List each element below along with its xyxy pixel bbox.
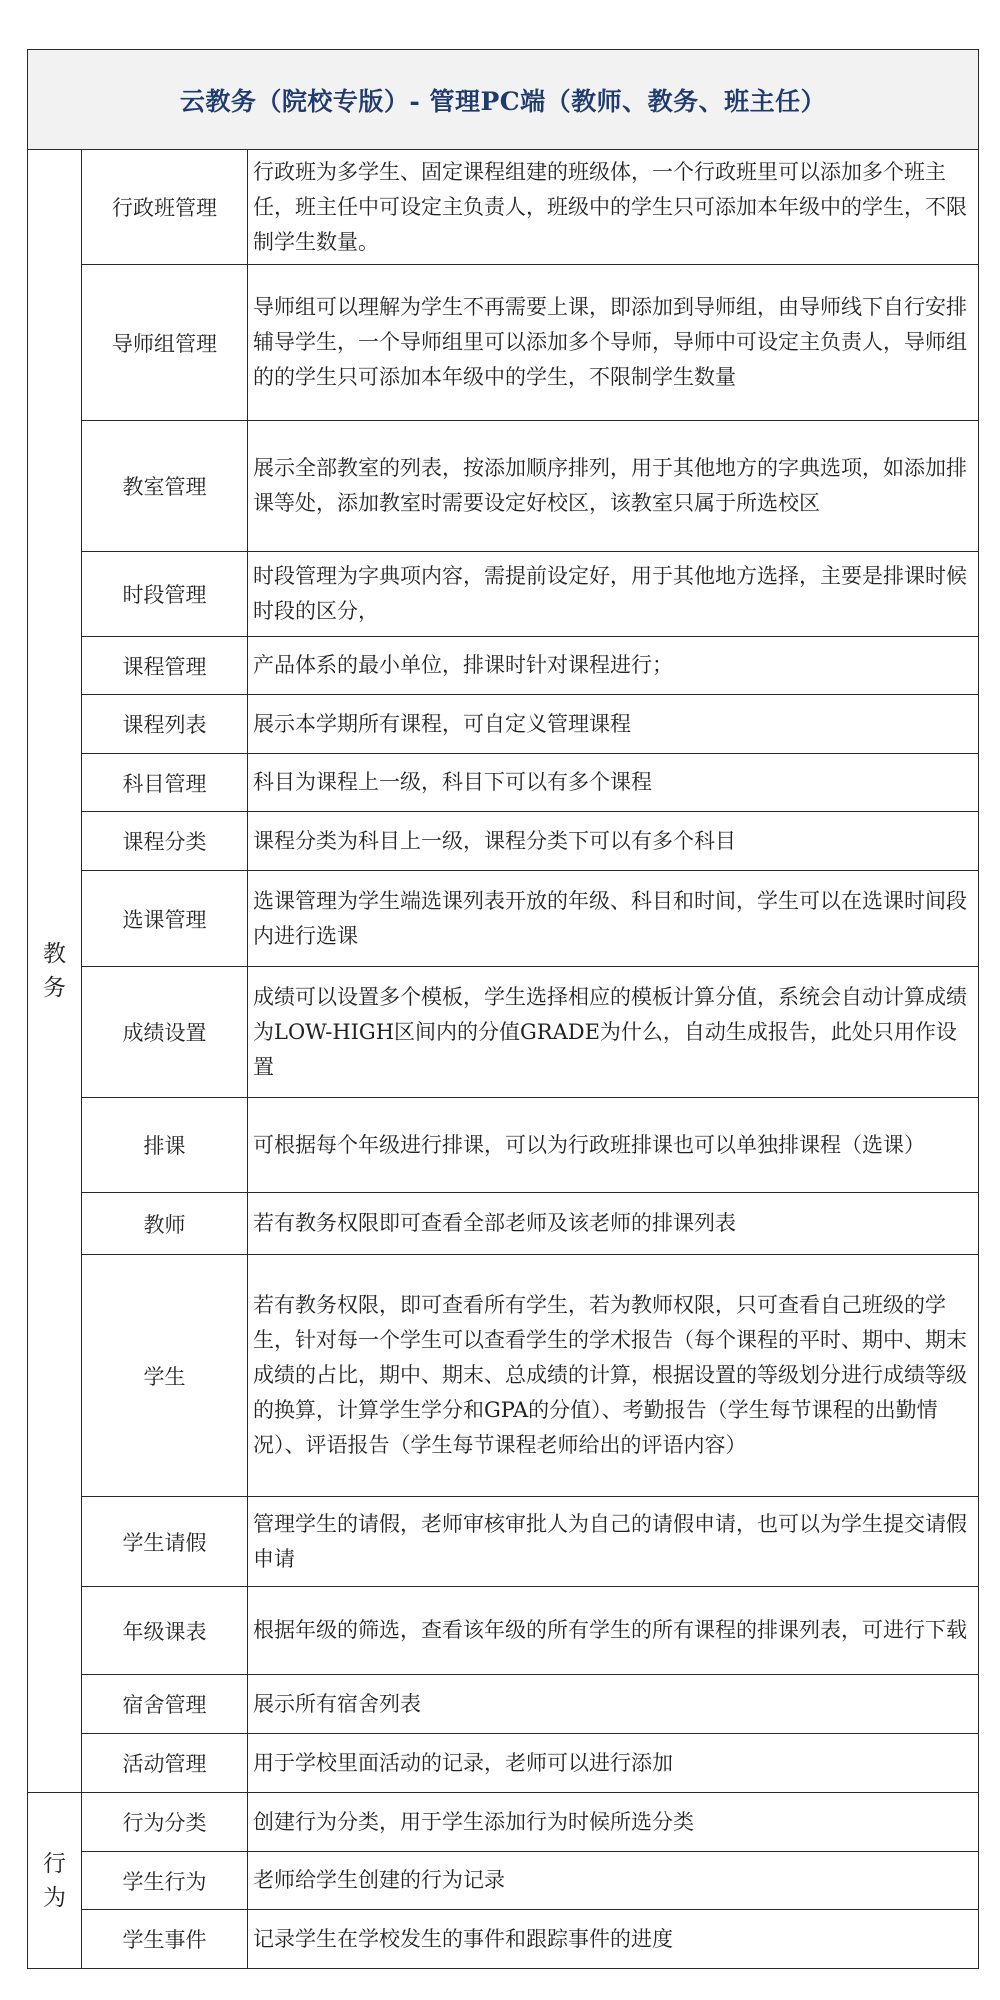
feature-name: 行政班管理 (82, 150, 248, 265)
table-row (28, 1255, 979, 1497)
feature-description: 产品体系的最小单位，排课时针对课程进行； (248, 637, 979, 695)
category-label: 行为 (43, 1850, 66, 1911)
table-row (28, 1734, 979, 1793)
feature-name: 选课管理 (82, 871, 248, 967)
feature-description: 展示全部教室的列表，按添加顺序排列，用于其他地方的字典选项，如添加排课等处，添加教室时需要设定好校区，该教室只属于所选校区 (248, 421, 979, 552)
feature-name: 排课 (82, 1098, 248, 1193)
feature-name: 活动管理 (82, 1734, 248, 1793)
table-row (28, 967, 979, 1098)
feature-name: 课程管理 (82, 637, 248, 695)
feature-name: 教师 (82, 1193, 248, 1255)
feature-name: 宿舍管理 (82, 1675, 248, 1734)
feature-description: 记录学生在学校发生的事件和跟踪事件的进度 (248, 1910, 979, 1969)
feature-name: 科目管理 (82, 754, 248, 812)
feature-name: 学生行为 (82, 1852, 248, 1910)
feature-name: 教室管理 (82, 421, 248, 552)
table-row (28, 265, 979, 421)
table-row (28, 812, 979, 871)
category-label: 教务 (43, 941, 66, 1001)
feature-description: 根据年级的筛选，查看该年级的所有学生的所有课程的排课列表，可进行下载 (248, 1587, 979, 1675)
feature-description: 科目为课程上一级，科目下可以有多个课程 (248, 754, 979, 812)
feature-name: 学生请假 (82, 1497, 248, 1587)
document-title: 云教务（院校专版）- 管理PC端（教师、教务、班主任） (28, 50, 979, 150)
table-row (28, 1910, 979, 1969)
table-row (28, 1587, 979, 1675)
category-cell (28, 1793, 82, 1969)
feature-name: 课程分类 (82, 812, 248, 871)
table-row (28, 754, 979, 812)
feature-description: 可根据每个年级进行排课，可以为行政班排课也可以单独排课程（选课） (248, 1098, 979, 1193)
table-row (28, 1793, 979, 1852)
table-row (28, 150, 979, 265)
table-row (28, 1193, 979, 1255)
feature-name: 课程列表 (82, 695, 248, 754)
feature-description: 课程分类为科目上一级，课程分类下可以有多个科目 (248, 812, 979, 871)
table-row (28, 1497, 979, 1587)
table-row (28, 421, 979, 552)
feature-description: 若有教务权限即可查看全部老师及该老师的排课列表 (248, 1193, 979, 1255)
feature-name: 学生 (82, 1255, 248, 1497)
feature-description: 老师给学生创建的行为记录 (248, 1852, 979, 1910)
feature-description: 展示所有宿舍列表 (248, 1675, 979, 1734)
feature-name: 学生事件 (82, 1910, 248, 1969)
table-row (28, 1098, 979, 1193)
feature-name: 时段管理 (82, 552, 248, 637)
category-cell (28, 150, 82, 1793)
feature-description: 用于学校里面活动的记录，老师可以进行添加 (248, 1734, 979, 1793)
feature-description: 成绩可以设置多个模板，学生选择相应的模板计算分值，系统会自动计算成绩为LOW-HIGH区间内的分值GRADE为什么，自动生成报告，此处只用作设置 (248, 967, 979, 1098)
title-row (28, 50, 979, 150)
feature-description: 行政班为多学生、固定课程组建的班级体，一个行政班里可以添加多个班主任，班主任中可设定主负责人，班级中的学生只可添加本年级中的学生，不限制学生数量。 (248, 150, 979, 265)
table-row (28, 552, 979, 637)
feature-description: 选课管理为学生端选课列表开放的年级、科目和时间，学生可以在选课时间段内进行选课 (248, 871, 979, 967)
table-row (28, 695, 979, 754)
table-row (28, 871, 979, 967)
feature-name: 年级课表 (82, 1587, 248, 1675)
feature-description: 创建行为分类，用于学生添加行为时候所选分类 (248, 1793, 979, 1852)
feature-description: 管理学生的请假，老师审核审批人为自己的请假申请，也可以为学生提交请假申请 (248, 1497, 979, 1587)
feature-description: 展示本学期所有课程，可自定义管理课程 (248, 695, 979, 754)
feature-description: 时段管理为字典项内容，需提前设定好，用于其他地方选择，主要是排课时候时段的区分， (248, 552, 979, 637)
feature-name: 成绩设置 (82, 967, 248, 1098)
feature-description: 导师组可以理解为学生不再需要上课，即添加到导师组，由导师线下自行安排辅导学生，一个导师组里可以添加多个导师，导师中可设定主负责人，导师组的的学生只可添加本年级中的学生，不限制学生数量 (248, 265, 979, 421)
feature-table (27, 49, 979, 1969)
table-row (28, 1852, 979, 1910)
feature-description: 若有教务权限，即可查看所有学生，若为教师权限，只可查看自己班级的学生，针对每一个学生可以查看学生的学术报告（每个课程的平时、期中、期末成绩的占比，期中、期末、总成绩的计算，根据设置的等级划分进行成绩等级的换算，计算学生学分和GPA的分值）、考勤报告（学生每节课程的出勤情况）、评语报告（学生每节课程老师给出的评语内容） (248, 1255, 979, 1497)
table-row (28, 637, 979, 695)
feature-name: 行为分类 (82, 1793, 248, 1852)
table-row (28, 1675, 979, 1734)
feature-name: 导师组管理 (82, 265, 248, 421)
